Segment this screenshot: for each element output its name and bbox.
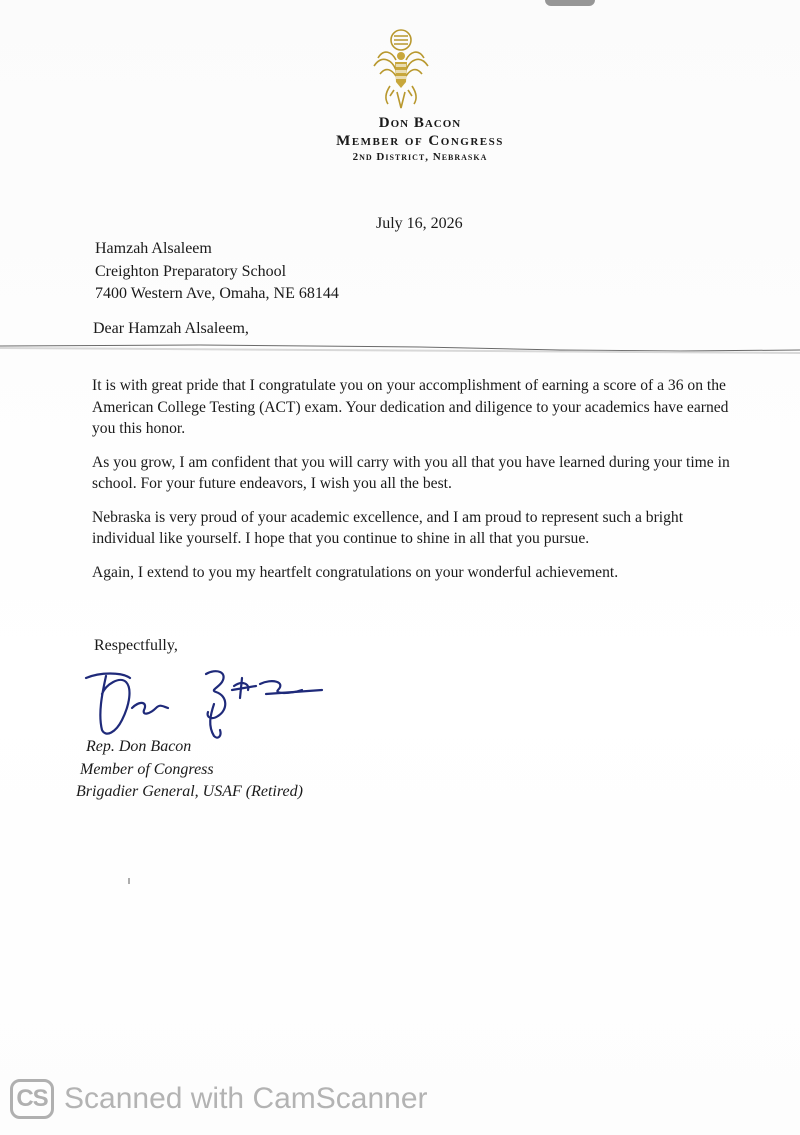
- letter-body: [92, 375, 742, 595]
- body-paragraph: It is with great pride that I congratulate you on your accomplishment of earning a score of a 36 on the American College Testing (ACT) exam. Your dedication and diligence to your academics have earned you this honor.: [92, 377, 729, 437]
- salutation: Dear Hamzah Alsaleem,: [93, 320, 249, 337]
- body-paragraph: Again, I extend to you my heartfelt congratulations on your wonderful achievement.: [92, 563, 619, 581]
- recipient-street-address: 7400 Western Ave, Omaha, NE 68144: [95, 285, 339, 302]
- letterhead-title: Member of Congress: [336, 133, 504, 149]
- scan-speck: [128, 878, 130, 884]
- letterhead-district: 2nd District, Nebraska: [352, 151, 488, 163]
- letter-date: July 16, 2026: [376, 215, 463, 232]
- camscanner-logo-icon: CS: [10, 1079, 54, 1119]
- closing: Respectfully,: [94, 637, 178, 654]
- handwritten-signature: [82, 664, 332, 742]
- recipient-name: Hamzah Alsaleem: [95, 240, 212, 257]
- body-paragraph: Nebraska is very proud of your academic excellence, and I am proud to represent such a bright individual like yourself. I hope that you continue to shine in all that you pursue.: [92, 508, 684, 547]
- camscanner-watermark: [10, 1076, 428, 1122]
- watermark-text: Scanned with CamScanner: [64, 1082, 428, 1115]
- scan-smudge: [545, 0, 595, 6]
- recipient-organization: Creighton Preparatory School: [95, 262, 287, 280]
- paper-fold-line: [0, 341, 800, 355]
- signer-rank: Brigadier General, USAF (Retired): [76, 783, 303, 800]
- signer-name: Rep. Don Bacon: [86, 738, 192, 755]
- body-paragraph: As you grow, I am confident that you will carry with you all that you have learned during your time in school. For your future endeavors, I wish you all the best.: [92, 453, 730, 492]
- letterhead-name: Don Bacon: [378, 115, 462, 131]
- eagle-seal-icon: [370, 26, 432, 110]
- signer-block: [76, 736, 303, 804]
- signer-title: Member of Congress: [80, 760, 214, 778]
- recipient-address-block: [95, 238, 339, 306]
- letterhead: [280, 114, 560, 164]
